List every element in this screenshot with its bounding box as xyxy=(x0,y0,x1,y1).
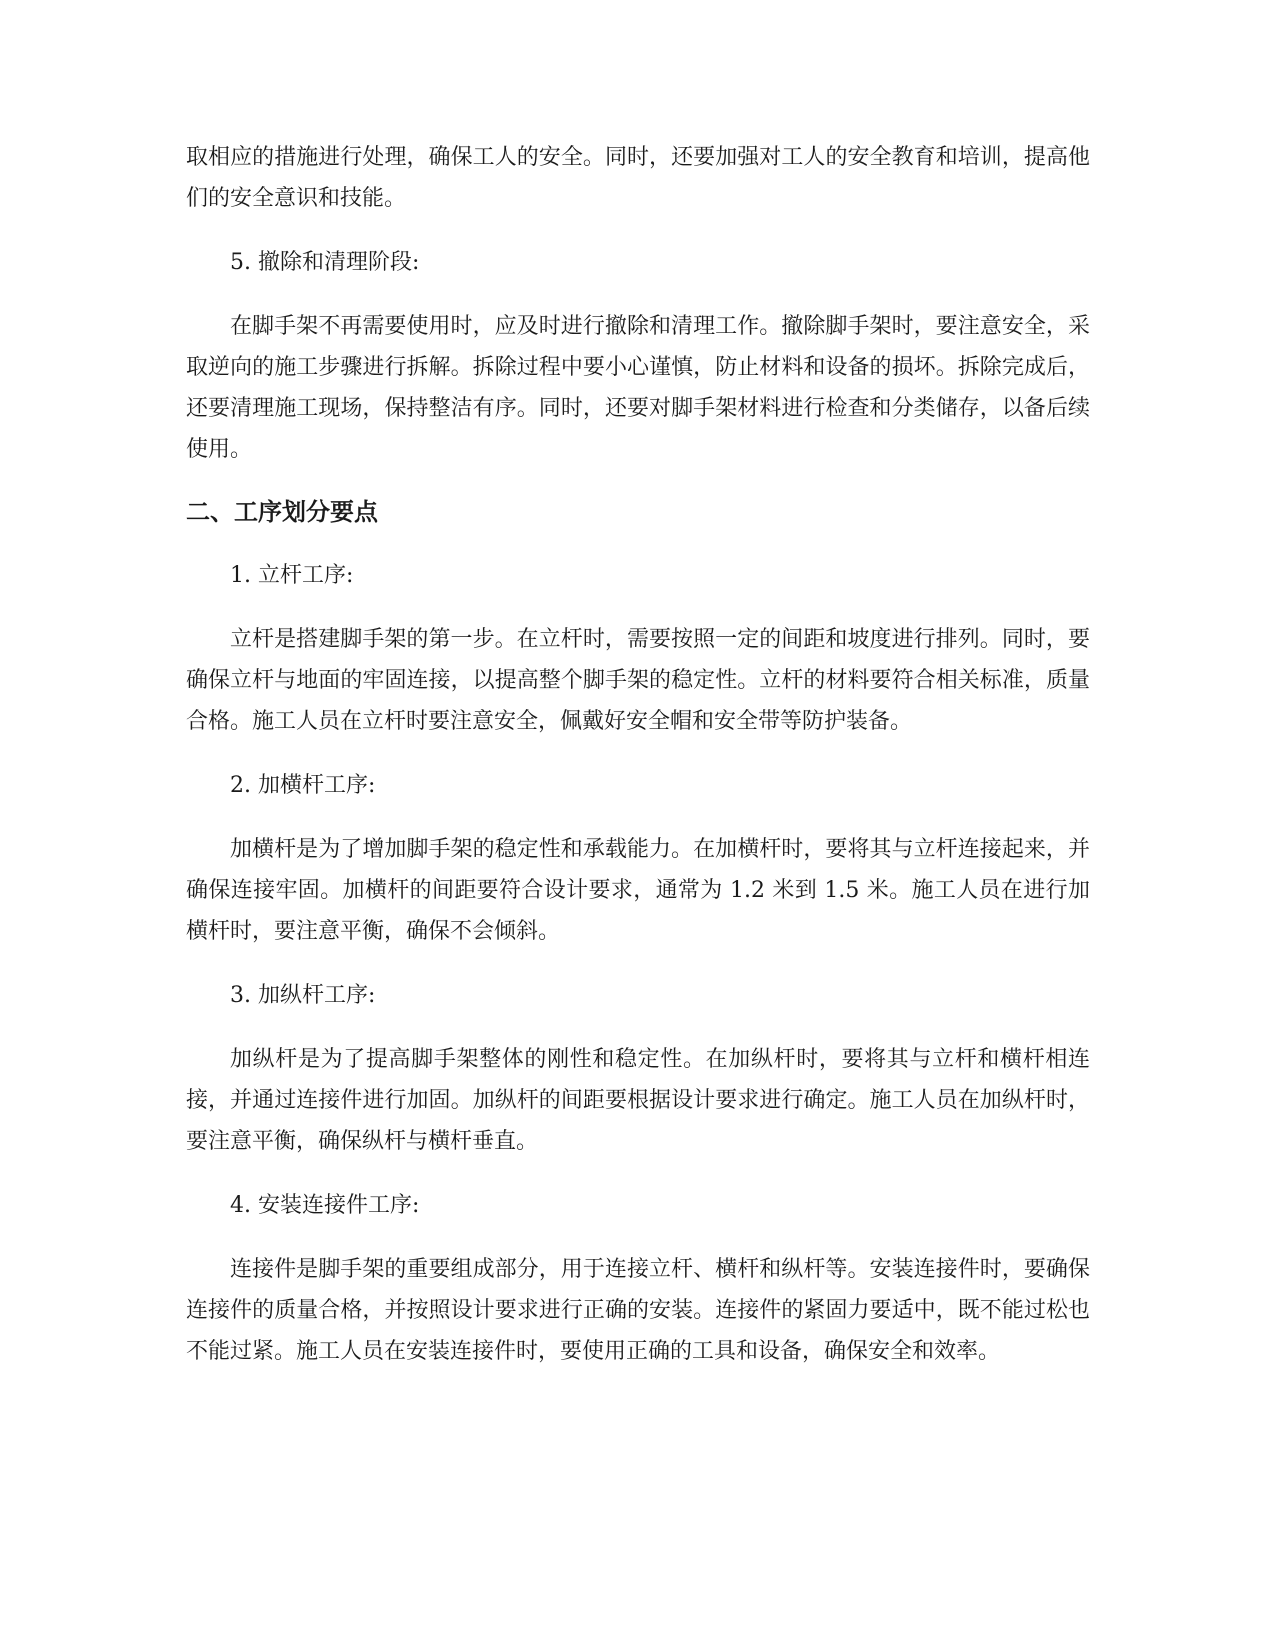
item3-body: 加纵杆是为了提高脚手架整体的刚性和稳定性。在加纵杆时，要将其与立杆和横杆相连接，并通过连接件进行加固。加纵杆的间距要根据设计要求进行确定。施工人员在加纵杆时，要注意平衡，确保纵杆与横杆垂直。 xyxy=(186,1047,1090,1154)
item2-title: 2. 加横杆工序: xyxy=(230,773,376,798)
stage5-title: 5. 撤除和清理阶段: xyxy=(230,250,420,275)
document-page xyxy=(186,137,1090,1372)
item1-body: 立杆是搭建脚手架的第一步。在立杆时，需要按照一定的间距和坡度进行排列。同时，要确保立杆与地面的牢固连接，以提高整个脚手架的稳定性。立杆的材料要符合相关标准，质量合格。施工人员在立杆时要注意安全，佩戴好安全帽和安全带等防护装备。 xyxy=(186,627,1090,734)
item3-title: 3. 加纵杆工序: xyxy=(230,983,376,1008)
item1-title: 1. 立杆工序: xyxy=(230,563,354,588)
stage5-body: 在脚手架不再需要使用时，应及时进行撤除和清理工作。撤除脚手架时，要注意安全，采取逆向的施工步骤进行拆解。拆除过程中要小心谨慎，防止材料和设备的损坏。拆除完成后，还要清理施工现场，保持整洁有序。同时，还要对脚手架材料进行检查和分类储存，以备后续使用。 xyxy=(186,314,1090,462)
intro-continued-paragraph: 取相应的措施进行处理，确保工人的安全。同时，还要加强对工人的安全教育和培训，提高他们的安全意识和技能。 xyxy=(186,145,1090,211)
item4-body: 连接件是脚手架的重要组成部分，用于连接立杆、横杆和纵杆等。安装连接件时，要确保连接件的质量合格，并按照设计要求进行正确的安装。连接件的紧固力要适中，既不能过松也不能过紧。施工人员在安装连接件时，要使用正确的工具和设备，确保安全和效率。 xyxy=(186,1257,1090,1364)
item4-title: 4. 安装连接件工序: xyxy=(230,1193,420,1218)
item2-body: 加横杆是为了增加脚手架的稳定性和承载能力。在加横杆时，要将其与立杆连接起来，并确保连接牢固。加横杆的间距要符合设计要求，通常为 1.2 米到 1.5 米。施工人员在进行加横杆时，要注意平衡，确保不会倾斜。 xyxy=(186,837,1090,944)
section2-heading: 二、工序划分要点 xyxy=(186,498,378,526)
